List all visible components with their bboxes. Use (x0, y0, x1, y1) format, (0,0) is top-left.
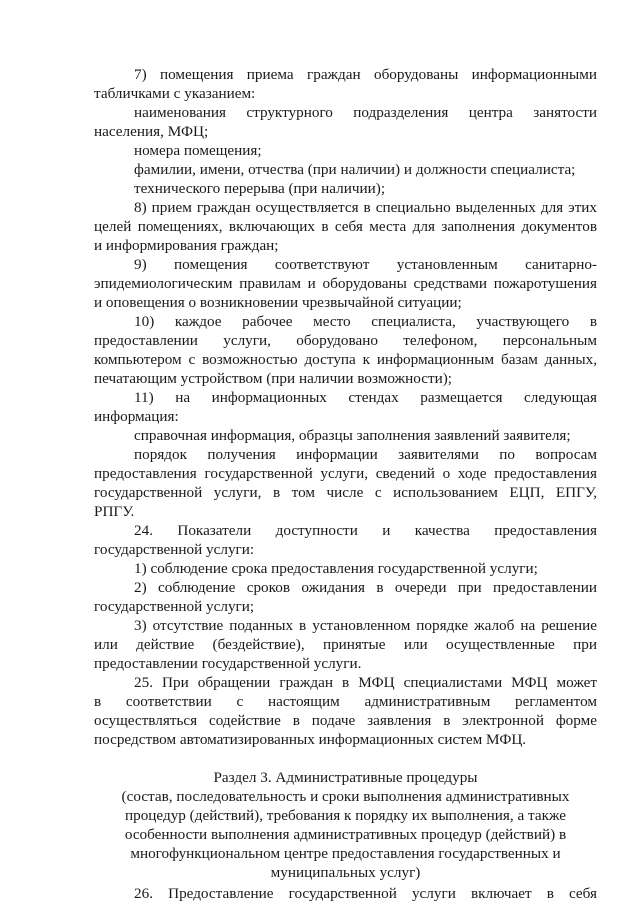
text-line: компьютером с возможностью доступа к информационным базам данных, (94, 351, 597, 368)
section-subtitle-line: многофункциональном центре предоставления государственных и (130, 845, 561, 862)
text-line: РПГУ. (94, 503, 135, 520)
text-line: предоставлении услуги, оборудовано телефоном, персональным (94, 332, 597, 349)
text-line: технического перерыва (при наличии); (134, 180, 386, 197)
text-line: 7) помещения приема граждан оборудованы информационными (134, 66, 597, 83)
text-line: целей помещениях, включающих в себя места для заполнения документов (94, 218, 597, 235)
text-line: порядок получения информации заявителями по вопросам (134, 446, 597, 463)
text-line: 2) соблюдение сроков ожидания в очереди при предоставлении (134, 579, 597, 596)
text-line: предоставления государственной услуги, сведений о ходе предоставления (94, 465, 597, 482)
section-subtitle-line: процедур (действий), требования к порядку их выполнения, а также (124, 807, 566, 824)
text-line: 3) отсутствие поданных в установленном порядке жалоб на решение (134, 617, 597, 634)
text-line: номера помещения; (134, 142, 262, 159)
text-line: справочная информация, образцы заполнения заявлений заявителя; (134, 427, 571, 444)
text-line: наименования структурного подразделения центра занятости (134, 104, 597, 121)
section-subtitle-line: муниципальных услуг) (270, 864, 421, 881)
text-line: и информирования граждан; (94, 237, 279, 254)
text-line: и оповещения о возникновении чрезвычайной ситуации; (94, 294, 462, 311)
text-line: фамилии, имени, отчества (при наличии) и должности специалиста; (134, 161, 576, 178)
text-line: 1) соблюдение срока предоставления государственной услуги; (134, 560, 538, 577)
text-line: предоставлении государственной услуги. (94, 655, 362, 672)
text-line: 9) помещения соответствуют установленным санитарно- (134, 256, 597, 273)
section-title: Раздел 3. Административные процедуры (213, 769, 478, 786)
text-line: эпидемиологическим правилам и оборудованы средствами пожаротушения (94, 275, 597, 292)
text-line: осуществляться содействие в подаче заявления в электронной форме (94, 712, 597, 729)
section-subtitle-line: (состав, последовательность и сроки выполнения административных (121, 788, 570, 805)
text-line: государственной услуги; (94, 598, 255, 615)
text-line: табличками с указанием: (94, 85, 256, 102)
text-line: посредством автоматизированных информационных систем МФЦ. (94, 731, 527, 748)
text-line: 10) каждое рабочее место специалиста, участвующего в (134, 313, 597, 330)
text-line: 24. Показатели доступности и качества предоставления (134, 522, 597, 539)
text-line: населения, МФЦ; (94, 123, 209, 140)
text-line: государственной услуги, в том числе с использованием ЕЦП, ЕПГУ, (94, 484, 597, 501)
text-line: 11) на информационных стендах размещается следующая (134, 389, 597, 406)
text-line: печатающим устройством (при наличии возможности); (94, 370, 452, 387)
text-line: 25. При обращении граждан в МФЦ специалистами МФЦ может (134, 674, 597, 691)
text-line: информация: (94, 408, 179, 425)
text-line: или действие (бездействие), принятые или осуществленные при (94, 636, 597, 653)
text-line: государственной услуги: (94, 541, 255, 558)
text-line: 8) прием граждан осуществляется в специально выделенных для этих (134, 199, 597, 216)
text-line: в соответствии с настоящим административным регламентом (94, 693, 597, 710)
section-subtitle-line: особенности выполнения административных процедур (действий) в (124, 826, 567, 843)
text-line: 26. Предоставление государственной услуги включает в себя (134, 885, 597, 902)
